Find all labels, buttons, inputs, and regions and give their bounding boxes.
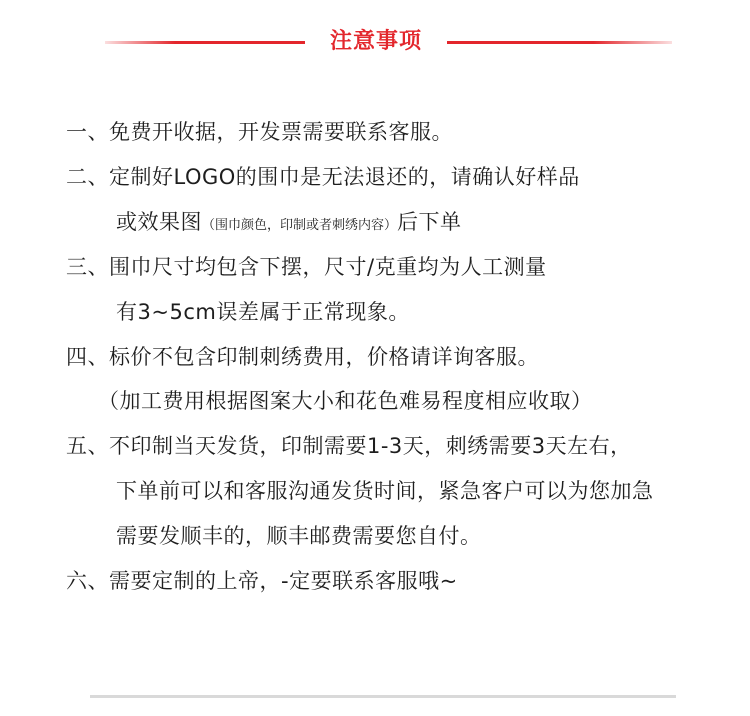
section-header <box>0 22 750 62</box>
bottom-divider <box>90 695 676 698</box>
notice-item-4: 四、标价不包含印制刺绣费用，价格请详询客服。 <box>66 345 539 369</box>
title-divider-left <box>105 41 305 44</box>
title-divider-right <box>447 41 672 44</box>
notice-item-6: 六、需要定制的上帝，-定要联系客服哦~ <box>66 569 458 593</box>
page-title: 注意事项 <box>329 29 422 54</box>
notice-item-3: 三、围巾尺寸均包含下摆，尺寸/克重均为人工测量 <box>66 255 547 279</box>
notice-item-5-continued-1: 下单前可以和客服沟通发货时间，紧急客户可以为您加急 <box>116 479 654 503</box>
notice-item-2: 二、定制好LOGO的围巾是无法退还的，请确认好样品 <box>66 165 580 189</box>
notice-item-4-note: （加工费用根据图案大小和花色难易程度相应收取） <box>98 389 593 413</box>
notice-item-2-continued <box>116 207 462 241</box>
notice-item-5-continued-2: 需要发顺丰的，顺丰邮费需要您自付。 <box>116 524 482 548</box>
notice-item-5: 五、不印制当天发货，印制需要1-3天，刺绣需要3天左右， <box>66 434 632 458</box>
notice-item-1: 一、免费开收据，开发票需要联系客服。 <box>66 120 453 144</box>
notice-item-2-suffix: 后下单 <box>397 210 462 234</box>
notice-item-3-continued: 有3~5cm误差属于正常现象。 <box>116 300 410 324</box>
notice-item-2-text: 或效果图 <box>116 210 202 234</box>
notice-item-2-note: （围巾颜色，印制或者刺绣内容） <box>202 218 398 233</box>
